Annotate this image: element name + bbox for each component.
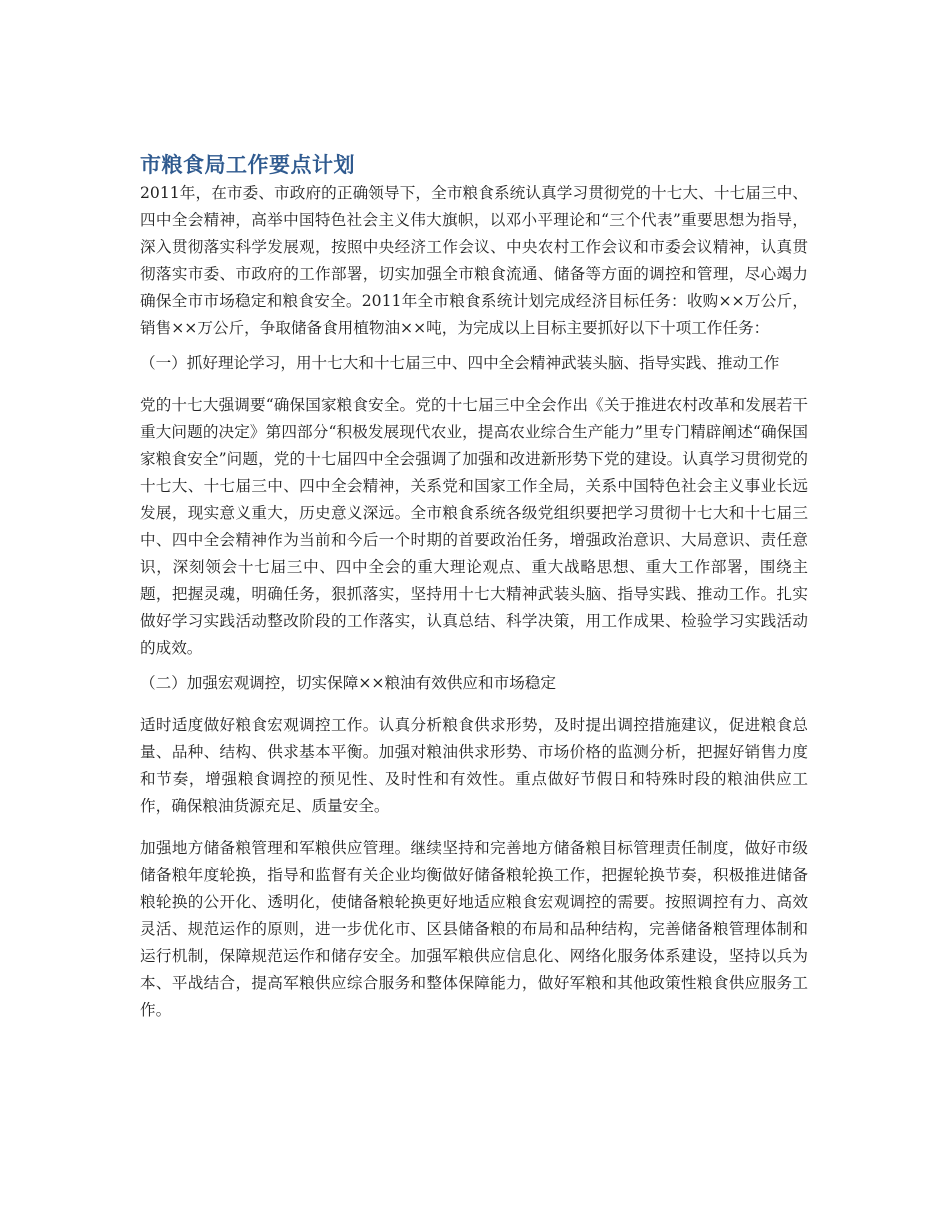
section-1-paragraph: 党的十七大强调要“确保国家粮食安全。党的十七届三中全会作出《关于推进农村改革和发展若干重大问题的决定》第四部分“积极发展现代农业，提高农业综合生产能力”里专门精辟阐述“确保国家粮食安全”问题，党的十七届四中全会强调了加强和改进新形势下党的建设。认真学习贯彻党的十七大、十七届三中、四中全会精神，关系党和国家工作全局，关系中国特色社会主义事业长远发展，现实意义重大，历史意义深远。全市粮食系统各级党组织要把学习贯彻十七大和十七届三中、四中全会精神作为当前和今后一个时期的首要政治任务，增强政治意识、大局意识、责任意识，深刻领会十七届三中、四中全会的重大理论观点、重大战略思想、重大工作部署，围绕主题，把握灵魂，明确任务，狠抓落实，坚持用十七大精神武装头脑、指导实践、推动工作。扎实做好学习实践活动整改阶段的工作落实，认真总结、科学决策，用工作成果、检验学习实践活动的成效。 (140, 396, 808, 657)
document-title: 市粮食局工作要点计划 (140, 153, 355, 177)
section-heading-1: （一）抓好理论学习，用十七大和十七届三中、四中全会精神武装头脑、指导实践、推动工作 (140, 354, 780, 372)
document-page (140, 150, 808, 1024)
section-2-paragraph-2: 加强地方储备粮管理和军粮供应管理。继续坚持和完善地方储备粮目标管理责任制度，做好市级储备粮年度轮换，指导和监督有关企业均衡做好储备粮轮换工作，把握轮换节奏，积极推进储备粮轮换的公开化、透明化，使储备粮轮换更好地适应粮食宏观调控的需要。按照调控有力、高效灵活、规范运作的原则，进一步优化市、区县储备粮的布局和品种结构，完善储备粮管理体制和运行机制，保障规范运作和储存安全。加强军粮供应信息化、网络化服务体系建设，坚持以兵为本、平战结合，提高军粮供应综合服务和整体保障能力，做好军粮和其他政策性粮食供应服务工作。 (140, 839, 808, 1019)
section-heading-2: （二）加强宏观调控，切实保障××粮油有效供应和市场稳定 (140, 674, 556, 692)
intro-paragraph: 2011年，在市委、市政府的正确领导下，全市粮食系统认真学习贯彻党的十七大、十七届三中、四中全会精神，高举中国特色社会主义伟大旗帜，以邓小平理论和“三个代表”重要思想为指导，深入贯彻落实科学发展观，按照中央经济工作会议、中央农村工作会议和市委会议精神，认真贯彻落实市委、市政府的工作部署，切实加强全市粮食流通、储备等方面的调控和管理，尽心竭力确保全市市场稳定和粮食安全。2011年全市粮食系统计划完成经济目标任务：收购××万公斤，销售××万公斤，争取储备食用植物油××吨，为完成以上目标主要抓好以下十项工作任务： (140, 184, 808, 337)
section-2-paragraph-1: 适时适度做好粮食宏观调控工作。认真分析粮食供求形势，及时提出调控措施建议，促进粮食总量、品种、结构、供求基本平衡。加强对粮油供求形势、市场价格的监测分析，把握好销售力度和节奏，增强粮食调控的预见性、及时性和有效性。重点做好节假日和特殊时段的粮油供应工作，确保粮油货源充足、质量安全。 (140, 716, 808, 815)
